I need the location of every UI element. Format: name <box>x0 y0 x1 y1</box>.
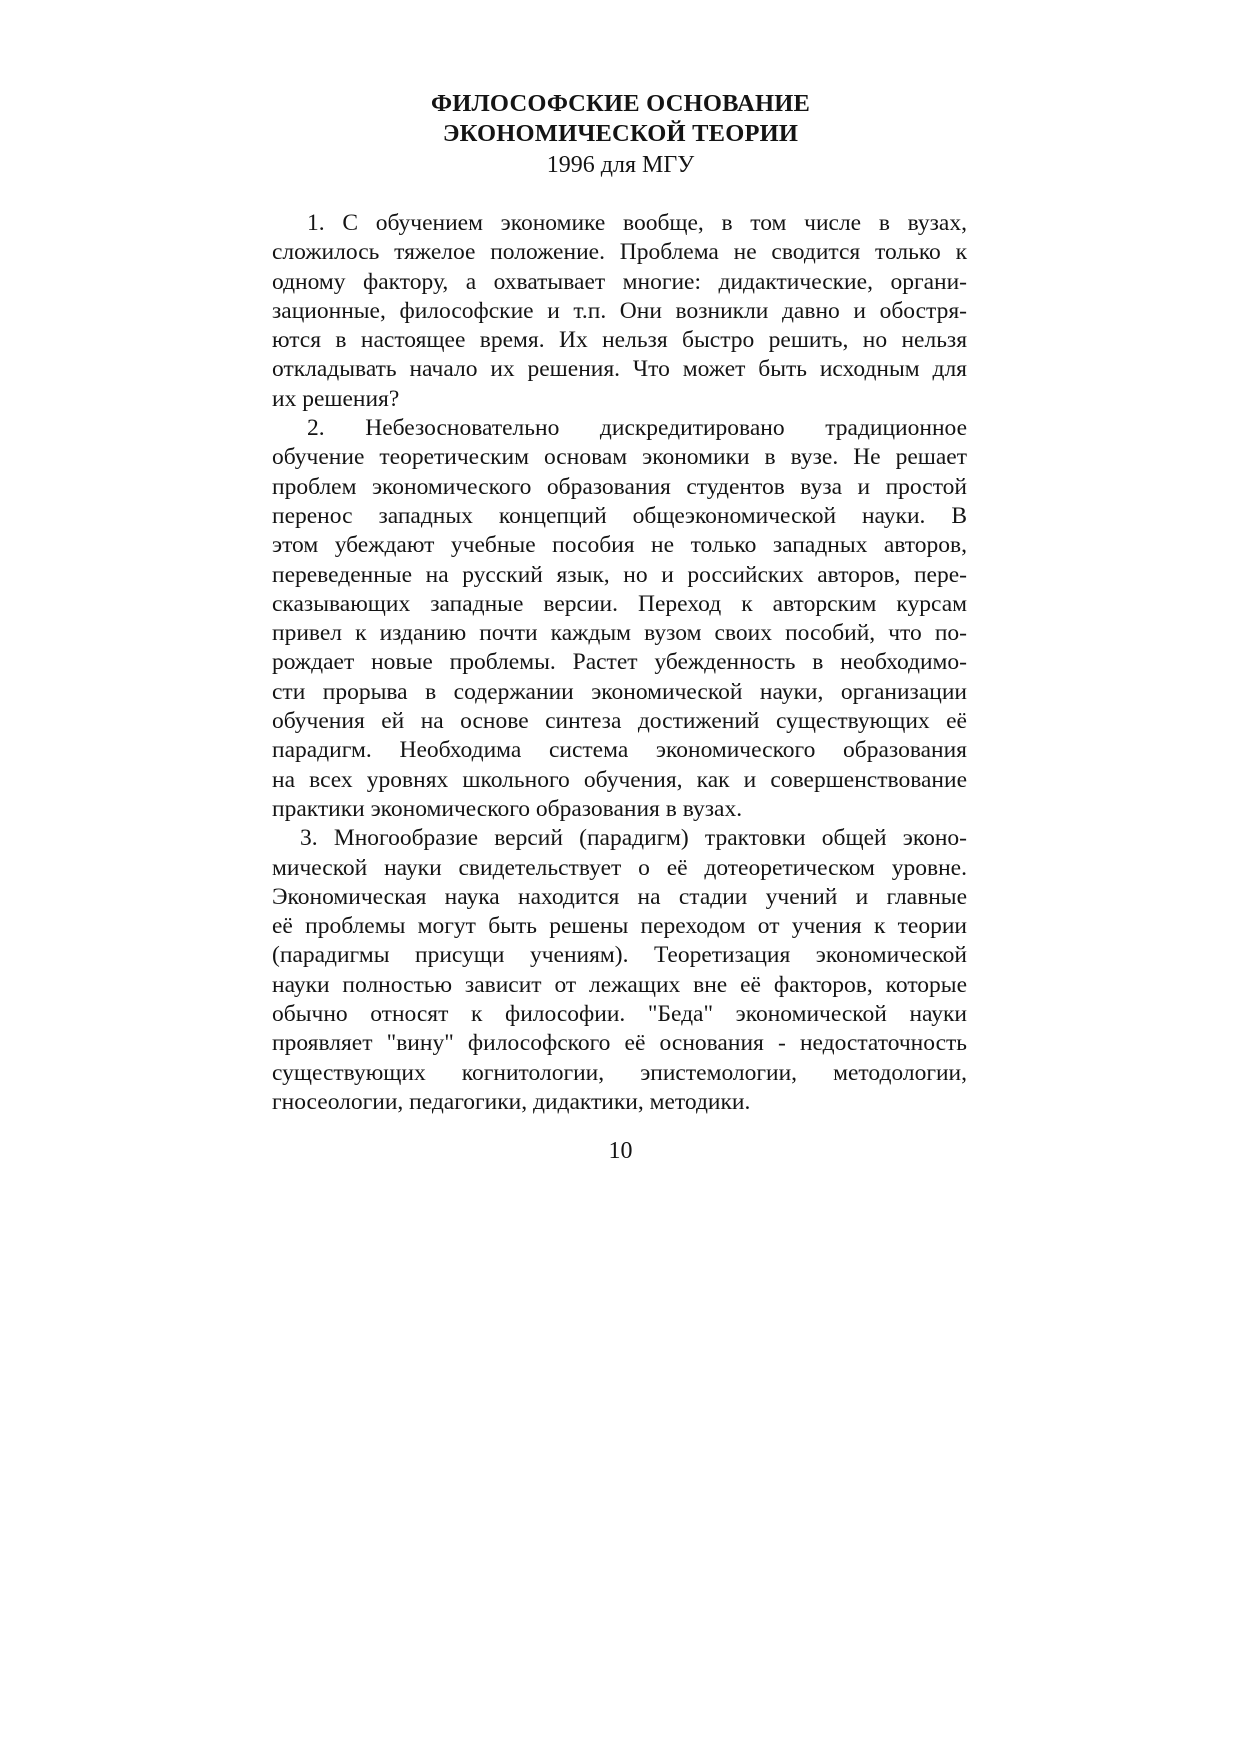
paragraph-line: 3. Многообразие версий (парадигм) трактовки общей эконо- <box>300 825 967 852</box>
body-text <box>272 209 967 1117</box>
paragraph-line: существующих когнитологии, эпистемологии, методологии, <box>272 1059 967 1086</box>
paragraph-line: рождает новые проблемы. Растет убежденность в необходимо- <box>272 649 967 676</box>
paragraph-line: науки полностью зависит от лежащих вне её факторов, которые <box>272 971 967 998</box>
paragraph-line: проявляет "вину" философского её основания - недостаточность <box>272 1030 967 1057</box>
paragraph-line: проблем экономического образования студентов вуза и простой <box>272 473 967 500</box>
title-line-1: ФИЛОСОФСКИЕ ОСНОВАНИЕ <box>430 90 811 117</box>
paragraph-line: сказывающих западные версии. Переход к авторским курсам <box>272 590 967 617</box>
paragraph-line: на всех уровнях школьного обучения, как и совершенствование <box>272 766 967 793</box>
paragraph-line: их решения? <box>272 385 400 412</box>
paragraph-line: сложилось тяжелое положение. Проблема не сводится только к <box>272 239 967 266</box>
paragraph-line: этом убеждают учебные пособия не только западных авторов, <box>272 532 967 559</box>
paragraph-line: обучения ей на основе синтеза достижений существующих её <box>272 708 967 735</box>
subtitle: 1996 для МГУ <box>546 152 695 178</box>
paragraph-line: ются в настоящее время. Их нельзя быстро решить, но нельзя <box>272 327 967 354</box>
paragraph-line: 1. С обучением экономике вообще, в том числе в вузах, <box>307 210 967 236</box>
title-block <box>0 89 1241 181</box>
paragraph-line: откладывать начало их решения. Что может быть исходным для <box>272 356 967 383</box>
paragraph-line: её проблемы могут быть решены переходом от учения к теории <box>272 913 967 940</box>
paragraph-line: перенос западных концепций общеэкономической науки. В <box>272 502 967 529</box>
paragraph-line: сти прорыва в содержании экономической науки, организации <box>272 678 967 705</box>
paragraph-line: обучение теоретическим основам экономики в вузе. Не решает <box>272 444 967 471</box>
page-number: 10 <box>608 1138 633 1164</box>
paragraph-line: обычно относят к философии. "Беда" экономической науки <box>272 1001 967 1028</box>
paragraph-line: (парадигмы присущи учениям). Теоретизация экономической <box>272 942 967 969</box>
paragraph-line: зационные, философские и т.п. Они возникли давно и обостря- <box>272 297 967 324</box>
paragraph-line: практики экономического образования в вузах. <box>272 795 743 822</box>
paragraph-1 <box>272 209 967 414</box>
paragraph-3 <box>272 824 967 1117</box>
paragraph-line: одному фактору, а охватывает многие: дидактические, органи- <box>272 268 967 295</box>
title-line-2: ЭКОНОМИЧЕСКОЙ ТЕОРИИ <box>442 120 799 147</box>
paragraph-line: Экономическая наука находится на стадии учений и главные <box>272 883 967 910</box>
paragraph-line: гносеологии, педагогики, дидактики, методики. <box>272 1088 751 1115</box>
paragraph-line: мической науки свидетельствует о её дотеоретическом уровне. <box>272 854 967 881</box>
paragraph-line: 2. Небезосновательно дискредитировано традиционное <box>307 415 967 442</box>
paragraph-line: привел к изданию почти каждым вузом своих пособий, что по- <box>272 620 967 647</box>
paragraph-line: переведенные на русский язык, но и российских авторов, пере- <box>272 561 967 588</box>
paragraph-line: парадигм. Необходима система экономического образования <box>272 737 967 764</box>
paragraph-2 <box>272 414 967 824</box>
